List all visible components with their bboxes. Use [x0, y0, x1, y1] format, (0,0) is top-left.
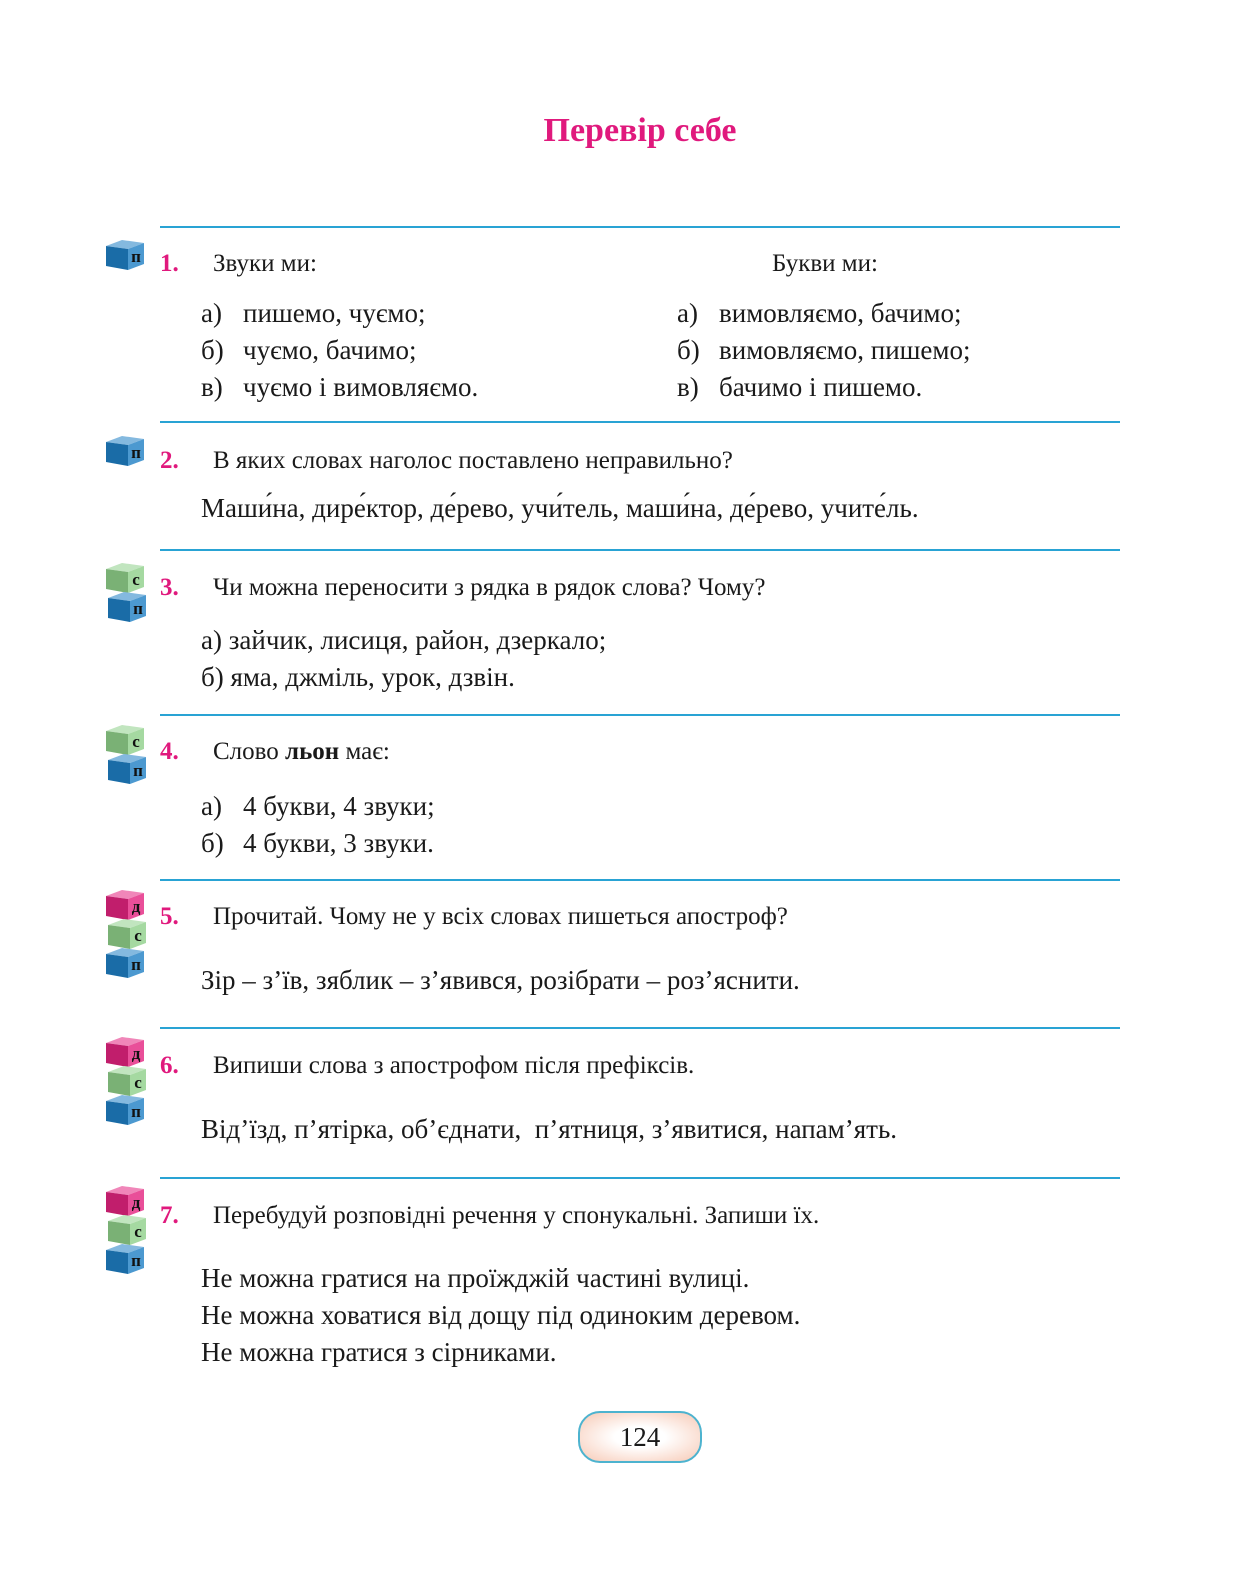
task-content: [201, 490, 919, 527]
option-label: б): [677, 335, 700, 365]
task-question: Випиши слова з апострофом після префіксів.: [213, 1052, 695, 1079]
divider: [160, 1027, 1120, 1029]
letter-cube-icon: [104, 722, 146, 756]
option-text: вимовляємо, бачимо;: [719, 298, 962, 328]
cube-letter: д: [131, 1193, 141, 1212]
cube-letter: п: [131, 247, 141, 266]
page-title: Перевір себе: [543, 112, 737, 149]
task-content: [201, 1260, 800, 1371]
cube-letter: с: [132, 732, 140, 751]
difficulty-cubes: [104, 722, 150, 785]
task-content: [201, 1111, 897, 1148]
content-line: а) зайчик, лисиця, район, дзеркало;: [201, 625, 607, 655]
content-line: Маши́на, дире́ктор, де́рево, учи́тель, маши́на, де́рево, учите́ль.: [201, 493, 919, 523]
cube-letter: п: [133, 599, 143, 618]
cube-letter: п: [131, 443, 141, 462]
letter-cube-icon: [104, 1034, 146, 1068]
task-question: Прочитай. Чому не у всіх словах пишеться апостроф?: [213, 903, 788, 930]
options-left: [201, 295, 478, 406]
page-number: 124: [578, 1411, 702, 1463]
option-label: а): [201, 298, 222, 328]
option-label: в): [201, 372, 223, 402]
task-number: 7.: [160, 1202, 179, 1229]
task-question: Чи можна переносити з рядка в рядок слова? Чому?: [213, 574, 766, 601]
option-label: а): [677, 298, 698, 328]
task-number: 5.: [160, 903, 179, 930]
task-content: [201, 962, 800, 999]
cube-letter: п: [131, 955, 141, 974]
cube-letter: д: [131, 897, 141, 916]
option-text: чуємо, бачимо;: [243, 335, 417, 365]
question-text: має:: [339, 738, 390, 765]
difficulty-cubes: [104, 433, 150, 467]
cube-letter: с: [134, 1073, 142, 1092]
content-line: Зір – з’їв, зяблик – з’явився, розібрати – роз’яснити.: [201, 965, 800, 995]
divider: [160, 549, 1120, 551]
letter-cube-icon: [104, 1241, 146, 1275]
difficulty-cubes: [104, 887, 150, 979]
option-text: 4 букви, 4 звуки;: [243, 791, 435, 821]
cube-letter: п: [131, 1251, 141, 1270]
content-line: Від’їзд, п’ятірка, об’єднати, п’ятниця, з’явитися, напам’ять.: [201, 1114, 898, 1144]
letter-cube-icon: [104, 433, 146, 467]
content-line: Не можна ховатися від дощу під одиноким деревом.: [201, 1300, 801, 1330]
option-label: б): [201, 335, 224, 365]
letter-cube-icon: [106, 589, 148, 623]
task-options: [201, 788, 435, 862]
option-label: а): [201, 791, 222, 821]
letter-cube-icon: [106, 1063, 148, 1097]
letter-cube-icon: [104, 560, 146, 594]
letter-cube-icon: [104, 1092, 146, 1126]
difficulty-cubes: [104, 237, 150, 271]
letter-cube-icon: [104, 1183, 146, 1217]
cube-letter: д: [131, 1044, 141, 1063]
difficulty-cubes: [104, 1183, 150, 1275]
option-label: в): [677, 372, 699, 402]
task-content: [201, 622, 606, 696]
divider: [160, 879, 1120, 881]
letter-cube-icon: [106, 751, 148, 785]
cube-letter: с: [132, 570, 140, 589]
task-number: 3.: [160, 574, 179, 601]
task-question: В яких словах наголос поставлено неправильно?: [213, 447, 733, 474]
content-line: Не можна гратися на проїжджій частині вулиці.: [201, 1263, 750, 1293]
option-text: вимовляємо, пишемо;: [719, 335, 971, 365]
task-number: 4.: [160, 738, 179, 765]
options-right: [677, 295, 971, 406]
content-line: б) яма, джміль, урок, дзвін.: [201, 662, 515, 692]
task-question: Перебудуй розповідні речення у спонукальні. Запиши їх.: [213, 1202, 820, 1229]
letter-cube-icon: [104, 237, 146, 271]
letter-cube-icon: [106, 916, 148, 950]
task-question: [213, 738, 390, 766]
option-text: бачимо і пишемо.: [719, 372, 923, 402]
option-text: 4 букви, 3 звуки.: [243, 828, 434, 858]
option-text: чуємо і вимовляємо.: [243, 372, 479, 402]
difficulty-cubes: [104, 1034, 150, 1126]
task-number: 1.: [160, 250, 179, 277]
task-number: 6.: [160, 1052, 179, 1079]
divider: [160, 1177, 1120, 1179]
option-text: пишемо, чуємо;: [243, 298, 426, 328]
task-question-right: Букви ми:: [772, 250, 878, 277]
question-word: льон: [285, 738, 340, 765]
letter-cube-icon: [104, 887, 146, 921]
option-label: б): [201, 828, 224, 858]
cube-letter: п: [133, 761, 143, 780]
cube-letter: с: [134, 1222, 142, 1241]
content-line: Не можна гратися з сірниками.: [201, 1337, 557, 1367]
divider: [160, 714, 1120, 716]
task-question: Звуки ми:: [213, 250, 317, 277]
cube-letter: п: [131, 1102, 141, 1121]
difficulty-cubes: [104, 560, 150, 623]
letter-cube-icon: [106, 1212, 148, 1246]
task-number: 2.: [160, 447, 179, 474]
divider: [160, 421, 1120, 423]
question-text: Слово: [213, 738, 286, 765]
divider: [160, 226, 1120, 228]
letter-cube-icon: [104, 945, 146, 979]
cube-letter: с: [134, 926, 142, 945]
